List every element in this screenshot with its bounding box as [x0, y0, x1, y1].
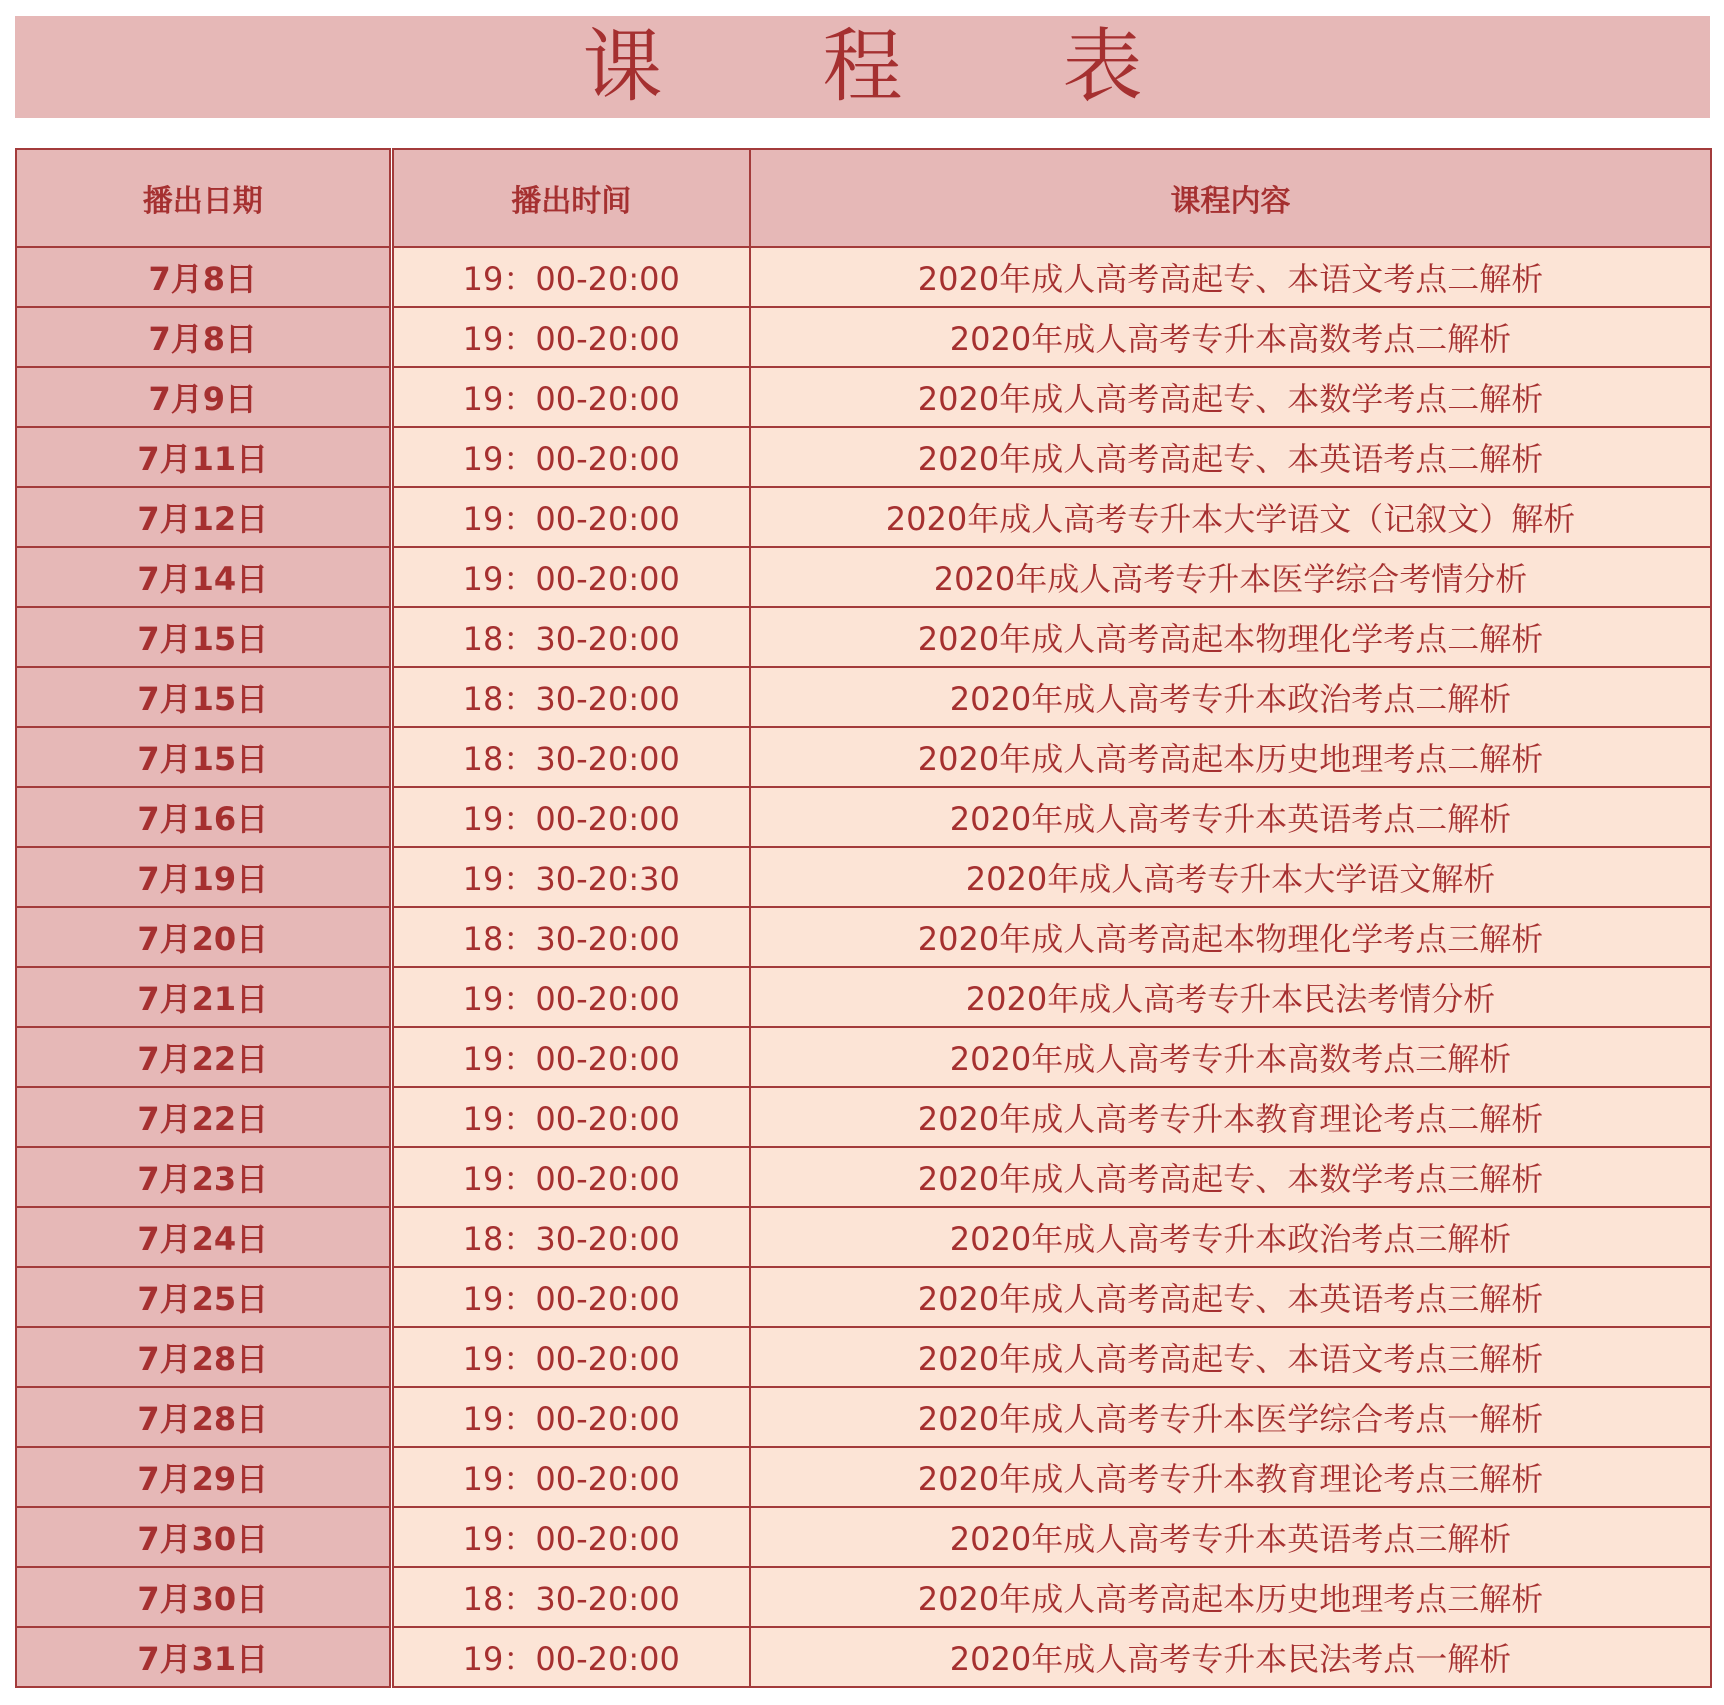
broadcast-date-cell: 7月22日	[16, 1027, 391, 1087]
broadcast-date-cell: 7月20日	[16, 907, 391, 967]
table-row	[16, 1147, 1711, 1207]
course-content-cell: 2020年成人高考高起专、本英语考点二解析	[750, 427, 1711, 487]
broadcast-date-cell: 7月21日	[16, 967, 391, 1027]
header-broadcast-date: 播出日期	[16, 149, 391, 247]
broadcast-date-cell: 7月28日	[16, 1327, 391, 1387]
table-row	[16, 607, 1711, 667]
table-row	[16, 667, 1711, 727]
broadcast-date-cell: 7月16日	[16, 787, 391, 847]
course-content-cell: 2020年成人高考专升本英语考点三解析	[750, 1507, 1711, 1567]
table-row	[16, 547, 1711, 607]
broadcast-date-cell: 7月15日	[16, 607, 391, 667]
course-content-cell: 2020年成人高考高起专、本数学考点二解析	[750, 367, 1711, 427]
broadcast-date-cell: 7月15日	[16, 727, 391, 787]
course-content-cell: 2020年成人高考高起专、本语文考点二解析	[750, 247, 1711, 307]
table-row	[16, 847, 1711, 907]
course-content-cell: 2020年成人高考专升本英语考点二解析	[750, 787, 1711, 847]
broadcast-time-cell: 19：00-20:00	[391, 1147, 750, 1207]
broadcast-time-cell: 19：00-20:00	[391, 1087, 750, 1147]
broadcast-time-cell: 19：00-20:00	[391, 1027, 750, 1087]
title-banner	[15, 16, 1710, 118]
broadcast-date-cell: 7月19日	[16, 847, 391, 907]
course-content-cell: 2020年成人高考专升本政治考点三解析	[750, 1207, 1711, 1267]
broadcast-time-cell: 19：00-20:00	[391, 787, 750, 847]
broadcast-time-cell: 19：00-20:00	[391, 1327, 750, 1387]
course-content-cell: 2020年成人高考专升本民法考点一解析	[750, 1627, 1711, 1687]
header-course-content: 课程内容	[750, 149, 1711, 247]
broadcast-time-cell: 19：00-20:00	[391, 1447, 750, 1507]
course-content-cell: 2020年成人高考专升本医学综合考情分析	[750, 547, 1711, 607]
table-row	[16, 427, 1711, 487]
broadcast-time-cell: 19：00-20:00	[391, 1387, 750, 1447]
broadcast-time-cell: 18：30-20:00	[391, 1567, 750, 1627]
broadcast-date-cell: 7月29日	[16, 1447, 391, 1507]
table-row	[16, 487, 1711, 547]
broadcast-date-cell: 7月11日	[16, 427, 391, 487]
table-row	[16, 247, 1711, 307]
broadcast-time-cell: 19：00-20:00	[391, 367, 750, 427]
course-content-cell: 2020年成人高考专升本民法考情分析	[750, 967, 1711, 1027]
table-row	[16, 727, 1711, 787]
broadcast-time-cell: 18：30-20:00	[391, 607, 750, 667]
broadcast-time-cell: 19：00-20:00	[391, 307, 750, 367]
broadcast-date-cell: 7月14日	[16, 547, 391, 607]
course-content-cell: 2020年成人高考专升本教育理论考点三解析	[750, 1447, 1711, 1507]
broadcast-time-cell: 19：00-20:00	[391, 1627, 750, 1687]
page-title: 课程表	[582, 20, 1303, 113]
broadcast-date-cell: 7月25日	[16, 1267, 391, 1327]
table-row	[16, 1207, 1711, 1267]
table-row	[16, 1387, 1711, 1447]
course-content-cell: 2020年成人高考专升本医学综合考点一解析	[750, 1387, 1711, 1447]
table-row	[16, 1567, 1711, 1627]
broadcast-date-cell: 7月22日	[16, 1087, 391, 1147]
schedule-table	[15, 148, 1712, 1688]
broadcast-time-cell: 18：30-20:00	[391, 907, 750, 967]
course-content-cell: 2020年成人高考高起本物理化学考点二解析	[750, 607, 1711, 667]
broadcast-time-cell: 18：30-20:00	[391, 1207, 750, 1267]
broadcast-time-cell: 19：00-20:00	[391, 1267, 750, 1327]
broadcast-date-cell: 7月31日	[16, 1627, 391, 1687]
broadcast-time-cell: 19：00-20:00	[391, 547, 750, 607]
broadcast-date-cell: 7月8日	[16, 307, 391, 367]
course-content-cell: 2020年成人高考高起专、本数学考点三解析	[750, 1147, 1711, 1207]
table-row	[16, 787, 1711, 847]
broadcast-date-cell: 7月12日	[16, 487, 391, 547]
broadcast-time-cell: 18：30-20:00	[391, 727, 750, 787]
table-row	[16, 967, 1711, 1027]
table-row	[16, 1447, 1711, 1507]
table-row	[16, 367, 1711, 427]
table-row	[16, 1267, 1711, 1327]
broadcast-date-cell: 7月8日	[16, 247, 391, 307]
broadcast-time-cell: 19：00-20:00	[391, 1507, 750, 1567]
table-row	[16, 907, 1711, 967]
course-content-cell: 2020年成人高考专升本大学语文（记叙文）解析	[750, 487, 1711, 547]
header-broadcast-time: 播出时间	[391, 149, 750, 247]
course-content-cell: 2020年成人高考高起专、本语文考点三解析	[750, 1327, 1711, 1387]
broadcast-time-cell: 19：30-20:30	[391, 847, 750, 907]
broadcast-date-cell: 7月28日	[16, 1387, 391, 1447]
broadcast-time-cell: 18：30-20:00	[391, 667, 750, 727]
broadcast-date-cell: 7月30日	[16, 1507, 391, 1567]
table-row	[16, 1507, 1711, 1567]
course-content-cell: 2020年成人高考专升本大学语文解析	[750, 847, 1711, 907]
course-content-cell: 2020年成人高考高起专、本英语考点三解析	[750, 1267, 1711, 1327]
broadcast-date-cell: 7月15日	[16, 667, 391, 727]
course-content-cell: 2020年成人高考高起本历史地理考点二解析	[750, 727, 1711, 787]
broadcast-date-cell: 7月23日	[16, 1147, 391, 1207]
table-row	[16, 307, 1711, 367]
course-content-cell: 2020年成人高考专升本高数考点二解析	[750, 307, 1711, 367]
broadcast-time-cell: 19：00-20:00	[391, 487, 750, 547]
table-row	[16, 1027, 1711, 1087]
broadcast-date-cell: 7月30日	[16, 1567, 391, 1627]
table-row	[16, 1327, 1711, 1387]
header-row	[16, 149, 1711, 247]
course-content-cell: 2020年成人高考专升本政治考点二解析	[750, 667, 1711, 727]
table-row	[16, 1087, 1711, 1147]
course-content-cell: 2020年成人高考专升本教育理论考点二解析	[750, 1087, 1711, 1147]
broadcast-time-cell: 19：00-20:00	[391, 427, 750, 487]
broadcast-date-cell: 7月24日	[16, 1207, 391, 1267]
course-content-cell: 2020年成人高考高起本物理化学考点三解析	[750, 907, 1711, 967]
course-content-cell: 2020年成人高考专升本高数考点三解析	[750, 1027, 1711, 1087]
broadcast-time-cell: 19：00-20:00	[391, 247, 750, 307]
broadcast-date-cell: 7月9日	[16, 367, 391, 427]
broadcast-time-cell: 19：00-20:00	[391, 967, 750, 1027]
table-row	[16, 1627, 1711, 1687]
course-content-cell: 2020年成人高考高起本历史地理考点三解析	[750, 1567, 1711, 1627]
